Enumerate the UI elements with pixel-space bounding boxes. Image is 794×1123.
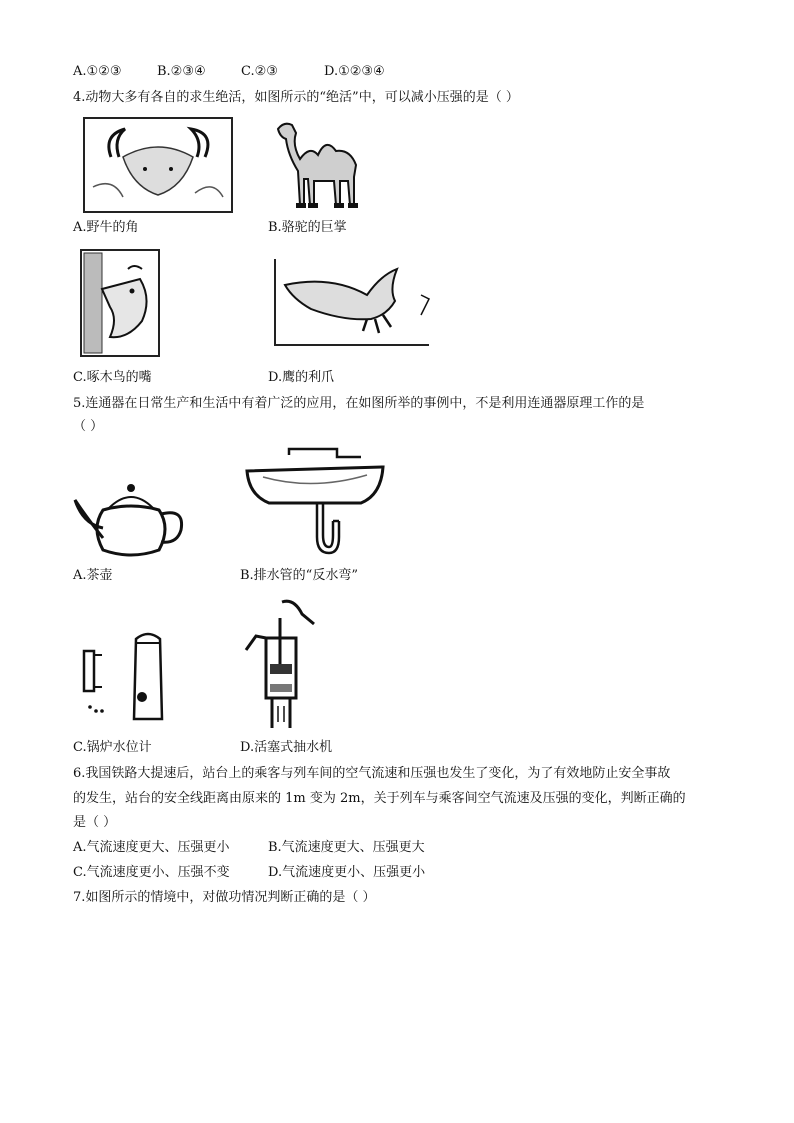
camel-icon [270,115,370,215]
woodpecker-icon [80,249,160,357]
q5-stem-line1: 5.连通器在日常生产和生活中有着广泛的应用，在如图所举的事例中，不是利用连通器原理工作的是 [73,396,645,411]
q6-stem-line3: 是（ ） [73,815,117,830]
q5-option-c-label: C.锅炉水位计 [73,740,152,755]
q6-stem-line1: 6.我国铁路大提速后，站台上的乘客与列车间的空气流速和压强也发生了变化，为了有效地防止安全事故 [73,766,671,781]
q5-stem-line2: （ ） [73,419,104,434]
q4-option-a-label: A.野牛的角 [73,220,139,235]
q6-option-a: A.气流速度更大、压强更小 [73,840,230,855]
q5-option-a-label: A.茶壶 [73,568,113,583]
q6-option-b: B.气流速度更大、压强更大 [268,840,425,855]
q3-option-d: D.①②③④ [324,64,385,79]
bison-horns-icon [83,117,233,213]
q6-option-c: C.气流速度更小、压强不变 [73,865,230,880]
sink-trap-icon [243,447,387,559]
q3-option-a: A.①②③ [73,64,122,79]
q4-option-d-label: D.鹰的利爪 [268,370,335,385]
q6-option-d: D.气流速度更小、压强更小 [268,865,426,880]
q7-stem: 7.如图所示的情境中，对做功情况判断正确的是（ ） [73,890,376,905]
q4-option-c-label: C.啄木鸟的嘴 [73,370,152,385]
q4-stem: 4.动物大多有各自的求生绝活，如图所示的“绝活”中，可以减小压强的是（ ） [73,90,519,105]
q4-option-b-label: B.骆驼的巨掌 [268,220,347,235]
piston-pump-icon [242,598,326,730]
eagle-icon [271,255,433,355]
q6-stem-line2: 的发生，站台的安全线距离由原来的 1m 变为 2m，关于列车与乘客间空气流速及压强的变化，判断正确的 [73,791,686,806]
q3-option-b: B.②③④ [157,64,206,79]
teapot-icon [73,468,189,564]
q5-option-d-label: D.活塞式抽水机 [240,740,333,755]
q3-option-c: C.②③ [241,64,278,79]
boiler-gauge-icon [78,625,178,725]
q5-option-b-label: B.排水管的“反水弯” [240,568,358,583]
